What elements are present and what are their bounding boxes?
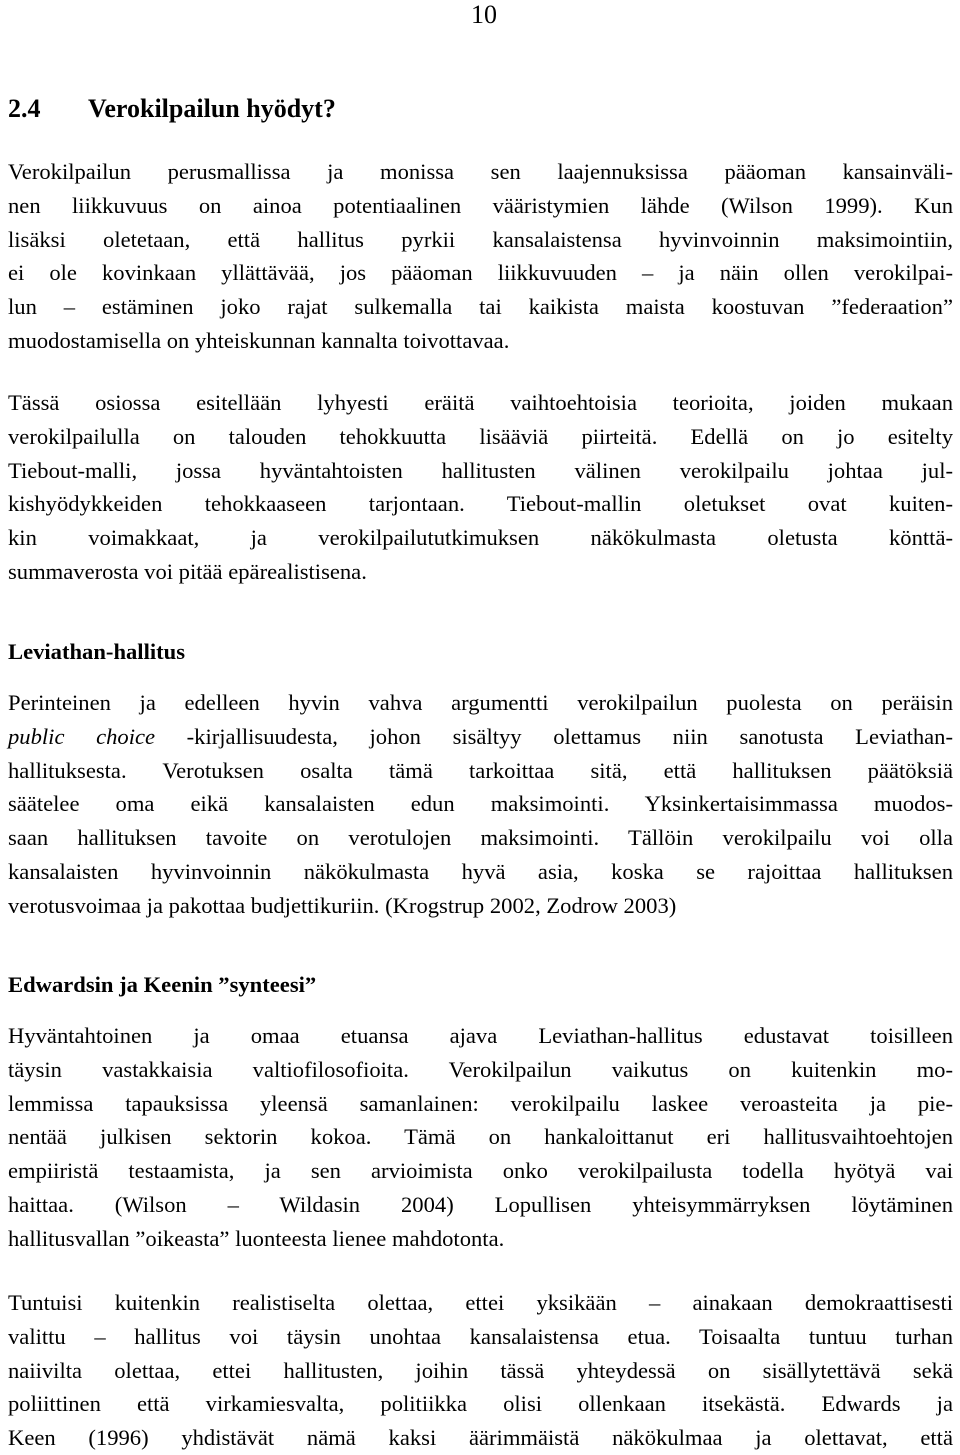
text-line: kin voimakkaat, ja verokilpailututkimuksen näkökulmasta oletusta könttä- bbox=[8, 525, 953, 551]
text-line: muodostamisella on yhteiskunnan kannalta toivottavaa. bbox=[8, 327, 510, 353]
subheading-leviathan: Leviathan-hallitus bbox=[8, 639, 186, 664]
text-line: Hyväntahtoinen ja omaa etuansa ajava Leviathan-hallitus edustavat toisilleen bbox=[8, 1023, 953, 1048]
text-segment: -kirjallisuudesta, johon sisältyy olettamus niin sanotusta Leviathan- bbox=[155, 723, 953, 749]
text-line: empiiristä testaamista, ja sen arvioimista onko verokilpailusta todella hyötyä vai bbox=[8, 1158, 953, 1184]
text-line: Tuntuisi kuitenkin realistiselta olettaa, ettei yksikään – ainakaan demokraattisesti bbox=[8, 1290, 953, 1315]
section-title: Verokilpailun hyödyt? bbox=[88, 94, 336, 123]
text-line: poliittinen että virkamiesvalta, politiikka olisi ollenkaan itsekästä. Edwards ja bbox=[8, 1391, 953, 1417]
page-number: 10 bbox=[471, 0, 497, 29]
section-number: 2.4 bbox=[8, 94, 41, 123]
text-line: lisäksi oletetaan, että hallitus pyrkii kansalaistensa hyvinvoinnin maksimointiin, bbox=[8, 226, 953, 252]
text-line: Verokilpailun perusmallissa ja monissa sen laajennuksissa pääoman kansainväli- bbox=[8, 159, 953, 184]
paragraph-realism bbox=[8, 1286, 953, 1455]
paragraph-synthesis bbox=[8, 1019, 953, 1256]
section-heading bbox=[8, 94, 336, 124]
text-line: saan hallituksen tavoite on verotulojen maksimointi. Tällöin verokilpailu voi olla bbox=[8, 825, 953, 851]
text-line: verokilpailulla on talouden tehokkuutta lisääviä piirteitä. Edellä on jo esitelty bbox=[8, 423, 953, 449]
text-line: summaverosta voi pitää epärealistisena. bbox=[8, 558, 367, 584]
text-line: nen liikkuvuus on ainoa potentiaalinen vääristymien lähde (Wilson 1999). Kun bbox=[8, 192, 953, 218]
text-line: Tiebout-malli, jossa hyväntahtoisten hallitusten välinen verokilpailu johtaa jul- bbox=[8, 457, 953, 483]
text-line: lun – estäminen joko rajat sulkemalla tai kaikista maista koostuvan ”federaation” bbox=[8, 294, 953, 320]
text-line: kishyödykkeiden tehokkaaseen tarjontaan. Tiebout-mallin oletukset ovat kuiten- bbox=[8, 491, 953, 517]
subheading-edwards-keen: Edwardsin ja Keenin ”synteesi” bbox=[8, 972, 317, 997]
paragraph-alternatives bbox=[8, 386, 953, 589]
text-line: verotusvoimaa ja pakottaa budjettikuriin. (Krogstrup 2002, Zodrow 2003) bbox=[8, 892, 677, 918]
text-line: kansalaisten hyvinvoinnin näkökulmasta hyvä asia, koska se rajoittaa hallituksen bbox=[8, 858, 953, 884]
text-line: nentää julkisen sektorin kokoa. Tämä on hankaloittanut eri hallitusvaihtoehtojen bbox=[8, 1124, 953, 1150]
paragraph-intro bbox=[8, 155, 953, 358]
text-line: Tässä osiossa esitellään lyhyesti eräitä vaihtoehtoisia teorioita, joiden mukaan bbox=[8, 390, 953, 415]
text-line: Perinteinen ja edelleen hyvin vahva argumentti verokilpailun puolesta on peräisin bbox=[8, 690, 953, 715]
text-line: säätelee oma eikä kansalaisten edun maksimointi. Yksinkertaisimmassa muodos- bbox=[8, 791, 953, 817]
text-line bbox=[8, 720, 953, 754]
paragraph-leviathan bbox=[8, 686, 953, 923]
text-line: hallitusvallan ”oikeasta” luonteesta lienee mahdotonta. bbox=[8, 1225, 505, 1251]
text-line: täysin vastakkaisia valtiofilosofioita. Verokilpailun vaikutus on kuitenkin mo- bbox=[8, 1056, 953, 1082]
text-line: ei ole kovinkaan yllättävää, jos pääoman liikkuvuuden – ja näin ollen verokilpai- bbox=[8, 260, 953, 286]
text-line: haittaa. (Wilson – Wildasin 2004) Lopullisen yhteisymmärryksen löytäminen bbox=[8, 1191, 953, 1217]
italic-term: public choice bbox=[8, 723, 156, 749]
text-line: valittu – hallitus voi täysin unohtaa kansalaistensa etua. Toisaalta tuntuu turhan bbox=[8, 1323, 953, 1349]
text-line: hallituksesta. Verotuksen osalta tämä tarkoittaa sitä, että hallituksen päätöksiä bbox=[8, 757, 953, 783]
text-line: Keen (1996) yhdistävät nämä kaksi äärimmäistä näkökulmaa ja olettavat, että bbox=[8, 1425, 953, 1451]
text-line: lemmissa tapauksissa yleensä samanlainen: verokilpailu laskee veroasteita ja pie- bbox=[8, 1090, 953, 1116]
text-line: naiivilta olettaa, ettei hallitusten, joihin tässä yhteydessä on sisällytettävä sekä bbox=[8, 1357, 953, 1383]
